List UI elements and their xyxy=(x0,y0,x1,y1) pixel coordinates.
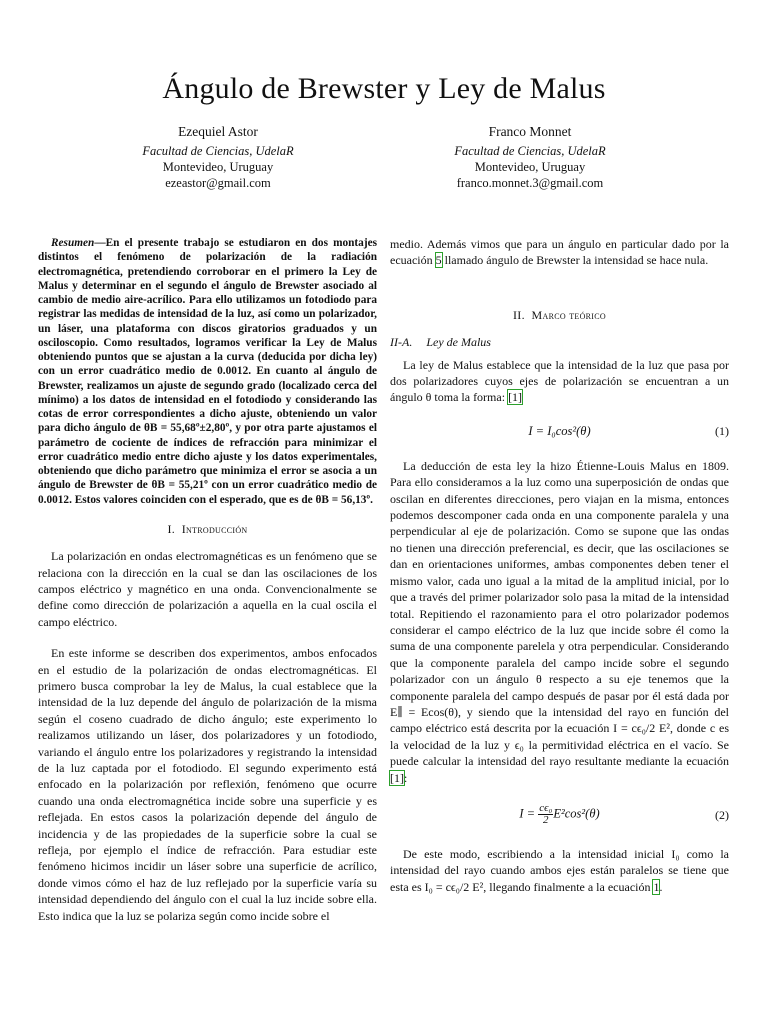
paragraph: En este informe se describen dos experimentos, ambos enfocados en el estudio de la polarización de ondas electromagnéticas. El primero busca comprobar la ley de Malus, la cual establece que la intensidad de la luz depende del ángulo de polarización de la misma según el coseno cuadrado de dicho ángulo; este experimento lo realizamos utilizando un láser, dos polarizadores y un fotodiodo, variando el ángulo entre los polarizadores y registrando la intensidad de la luz captada por el fotodiodo. El segundo experimento está enfocado en la polarización por reflexión, fenómeno que ocurre cuando una onda electromagnética incide sobre una superficie y es reflejada. En estos casos la polarización depende del ángulo de incidencia y de las propiedades de la superficie sobre la cual se refleja, por ejemplo el índice de refracción. Para estudiar este fenómeno hicimos incidir un láser sobre una superficie de acrílico, donde vimos cómo el haz de luz reflejado por la superficie varía su intensidad dependiendo del ángulo con el cual la luz incide sobre ella. Esto indica que la luz se polariza según como incide sobre el xyxy=(38,646,377,923)
author-location: Montevideo, Uruguay xyxy=(162,160,274,174)
paper-title: Ángulo de Brewster y Ley de Malus xyxy=(162,72,606,105)
equation-reference-link[interactable]: 1 xyxy=(653,879,660,894)
fraction: $\frac{\text{cϵ₀}}{2}$ xyxy=(539,801,553,826)
author-name: Franco Monnet xyxy=(488,124,572,139)
subsection-title: Ley de Malus xyxy=(426,335,491,350)
abstract-text: —En el presente trabajo se estudiaron en dos montajes distintos el fenómeno de polarización de la radiación electromagnética, pretendiendo corroborar en el primero la Ley de Malus y determinar en el segundo el ángulo de Brewster asociado al cambio de medio aire-acrílico. Para ello utilizamos un fotodiodo para registrar las medidas de intensidad de la luz, así como un polarizador, un láser, una plataforma con discos giratorios graduados y un osciloscopio. Como resultados, logramos verificar la Ley de Malus obteniendo puntos que se ajustan a la curva (deducida por dicha ley) con un error cuadrático medio de 0.0012. En cuanto al ángulo de Brewster, realizamos un ajuste de segundo grado (localizado cerca del mínimo) a los datos de intensidad en el fotodiodo y considerando las cotas de error correspondientes a dicho ajuste, obteniendo un valor para dicho ángulo de θB = 55,68º±2,80º, y por otra parte ajustamos el parámetro de cociente de índices de refracción para minimizar el error cuadrático medio entre dicho ajuste y los datos experimentales, obteniendo que dicho parámetro que minimiza el error se asocia a un ángulo de Brewster de θB = 55,21º con un error cuadrático medio de 0.0012. Estos valores coinciden con el esperado, que es de θB = 56,13º. xyxy=(38,237,377,506)
abstract-keyword: Resumen xyxy=(51,237,95,249)
equation-expression: I = I₀cos²(θ) xyxy=(528,423,591,438)
subsection-number: II-A. xyxy=(390,335,413,350)
author-email: ezeastor@gmail.com xyxy=(165,176,271,190)
abstract xyxy=(38,236,377,507)
equation-number: (1) xyxy=(715,423,729,438)
author-affiliation: Facultad de Ciencias, UdelaR xyxy=(454,144,606,158)
author-block-1 xyxy=(88,124,348,191)
section-heading-introduccion xyxy=(38,521,377,537)
author-name: Ezequiel Astor xyxy=(178,124,258,139)
section-heading-marco-teorico xyxy=(390,307,729,323)
equation-number: (2) xyxy=(715,807,729,822)
citation-link[interactable]: [1] xyxy=(508,390,523,405)
paragraph: La ley de Malus establece que la intensidad de la luz que pasa por dos polarizadores cuyos ejes de polarización se encuentran a un ángulo θ toma la forma: [1] xyxy=(390,357,729,405)
author-affiliation: Facultad de Ciencias, UdelaR xyxy=(142,144,294,158)
subsection-heading xyxy=(390,334,729,350)
left-column xyxy=(38,236,377,924)
equation-expression: I = $\frac{\text{cϵ₀}}{2}$ E²cos²(θ) xyxy=(519,801,600,826)
paragraph: La polarización en ondas electromagnéticas es un fenómeno que se relaciona con la dirección en la cual se dan las oscilaciones de los campos eléctrico y magnético en una onda. Convencionalmente se define como dirección de polarización a aquella en la cual oscila el campo eléctrico. xyxy=(38,549,377,629)
citation-link[interactable]: [1] xyxy=(390,770,404,785)
author-location: Montevideo, Uruguay xyxy=(474,160,586,174)
section-title: Introducción xyxy=(181,521,248,536)
equation-1 xyxy=(390,416,729,448)
author-block-2 xyxy=(400,124,660,191)
right-column xyxy=(390,236,729,895)
author-email: franco.monnet.3@gmail.com xyxy=(456,176,604,190)
section-number: I. xyxy=(167,521,176,536)
section-title: Marco teórico xyxy=(531,307,606,322)
paragraph: La deducción de esta ley la hizo Étienne-Louis Malus en 1809. Para ello consideramos a la luz como una superposición de ondas que oscilan en diferentes direcciones, pero viajan en la misma, entonces podemos descomponer cada onda en una componente paralela y una perpendicular al eje de polarización. Como se supone que las ondas no tienen una dirección preferencial, es decir, que las oscilaciones se dan en orientaciones uniformes, ambas componentes deben tener el mismo valor, cada uno igual a la mitad de la amplitud inicial, por lo que a través del primer polarizador solo pasa la mitad de la intensidad total. Repitiendo el razonamiento para el otro polarizador podemos considerar el campo eléctrico de la luz que incide sobre él como la suma de una componente parelela y otra perpendicular. Considerando que la componente paralela del campo incide sobre el segundo polarizador con un ángulo θ respecto a su eje tenemos que la componente paralela del campo después de pasar por él está dada por E∥ = Ecos(θ), y siendo que la intensidad del rayo en función del campo eléctrico está descrita por la ecuación I = cϵ₀/2 E², donde c es la velocidad de la luz y ϵ₀ la permitividad eléctrica en el vacío. Se puede calcular la intensidad del rayo resultante mediante la ecuación [1]: xyxy=(390,458,729,785)
equation-reference-link[interactable]: 5 xyxy=(435,253,442,268)
paragraph: De este modo, escribiendo a la intensidad inicial I₀ como la intensidad del rayo cuando ambos ejes están paralelos se tiene que esta es I₀ = cϵ₀/2 E², llegando finalmente a la ecuación 1. xyxy=(390,846,729,894)
section-number: II. xyxy=(513,307,525,322)
paragraph: medio. Además vimos que para un ángulo en particular dado por la ecuación 5 llamado ángulo de Brewster la intensidad se hace nula. xyxy=(390,237,729,268)
equation-2 xyxy=(390,796,729,836)
